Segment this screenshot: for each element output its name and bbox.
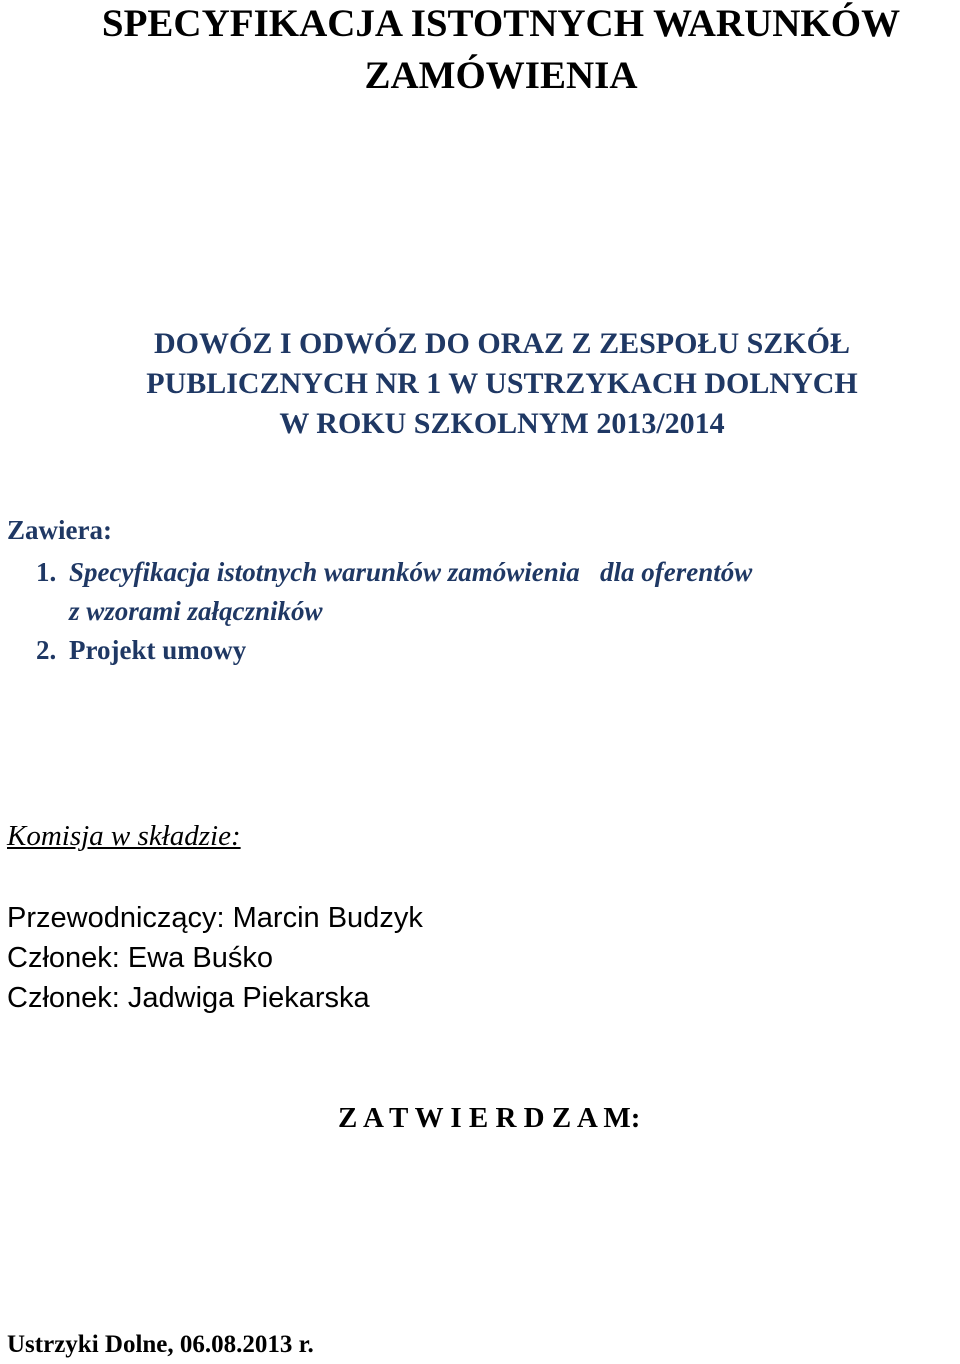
contents-item-number: 2. [36, 635, 57, 665]
contents-label: Zawiera: [7, 515, 112, 545]
committee-member-chair: Przewodniczący: Marcin Budzyk [7, 902, 423, 934]
contents-item-text: Specyfikacja istotnych warunków zamówienia dla oferentów [69, 557, 753, 587]
contents-item-number: 1. [36, 557, 57, 587]
committee-member: Członek: Ewa Buśko [7, 942, 273, 974]
contents-item [36, 631, 960, 670]
document-subtitle [0, 324, 960, 444]
contents-item-text-continued: z wzorami załączników [69, 596, 323, 626]
contents-item-text: Projekt umowy [69, 635, 247, 665]
document-title-line-2: ZAMÓWIENIA [364, 54, 638, 97]
subtitle-line-1: DOWÓZ I ODWÓZ DO ORAZ Z ZESPOŁU SZKÓŁ [154, 327, 850, 360]
committee-heading: Komisja w składzie: [7, 820, 241, 852]
committee-members [7, 898, 423, 1018]
contents-list [36, 553, 960, 670]
document-title-line-1: SPECYFIKACJA ISTOTNYCH WARUNKÓW [101, 2, 901, 45]
approval-label: Z A T W I E R D Z A M: [338, 1102, 641, 1134]
document-title [0, 0, 960, 102]
committee-member: Członek: Jadwiga Piekarska [7, 982, 370, 1014]
contents-item [36, 553, 960, 631]
place-and-date: Ustrzyki Dolne, 06.08.2013 r. [7, 1331, 314, 1358]
subtitle-line-2: PUBLICZNYCH NR 1 W USTRZYKACH DOLNYCH [146, 367, 858, 400]
subtitle-line-3: W ROKU SZKOLNYM 2013/2014 [279, 407, 725, 440]
